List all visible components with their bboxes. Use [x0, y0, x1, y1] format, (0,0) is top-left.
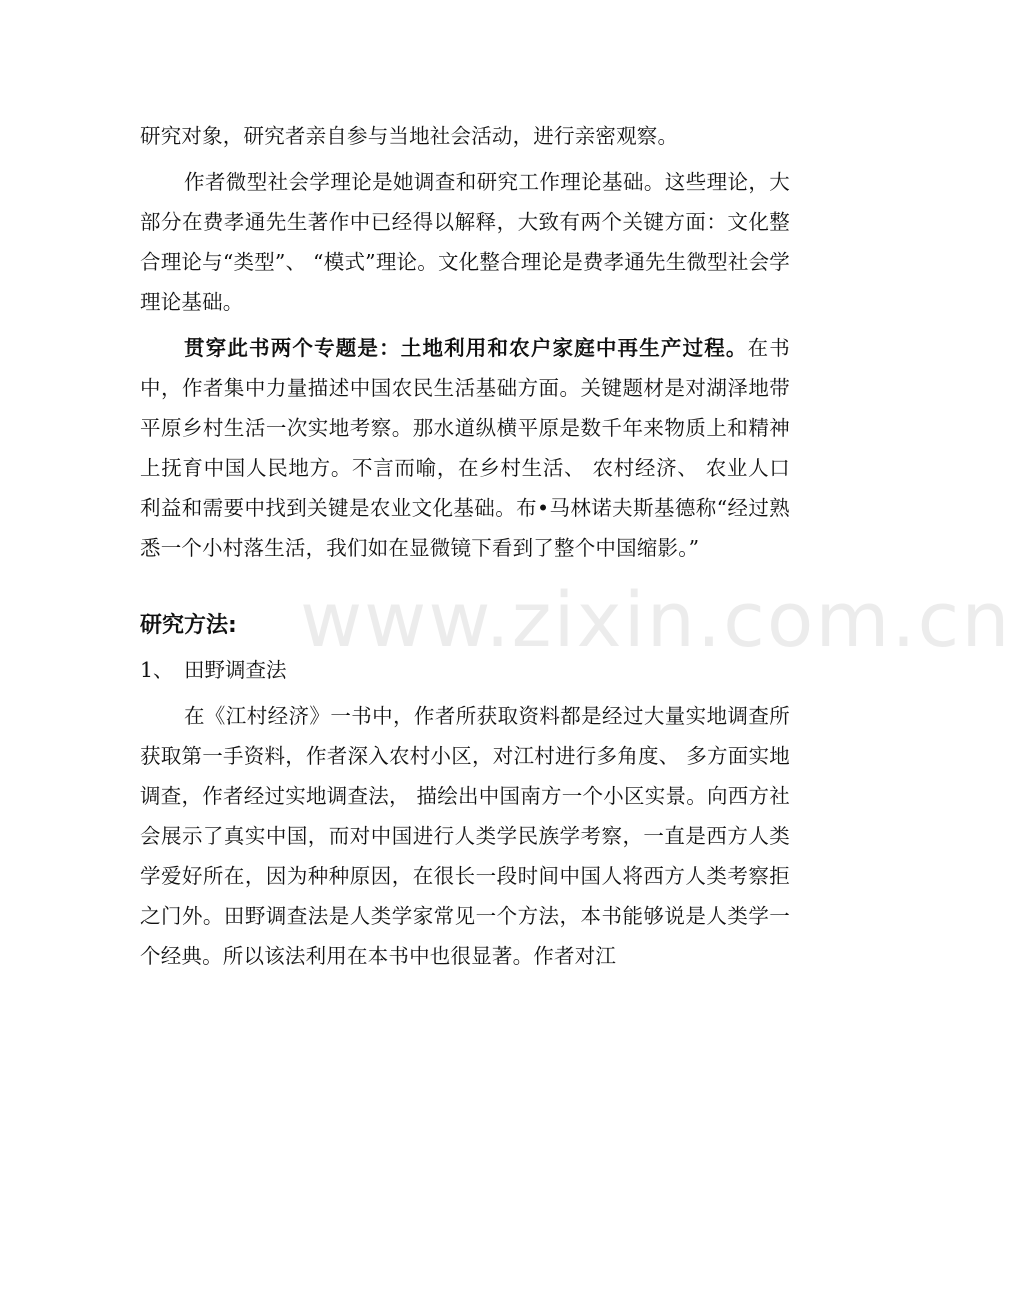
paragraph-4: 在《江村经济》一书中，作者所获取资料都是经过大量实地调查所获取第一手资料，作者深入农村小区，对江村进行多角度、 多方面实地调查，作者经过实地调查法， 描绘出中国南方一个小区实景。向西方社会展示了真实中国，而对中国进行人类学民族学考察，一直是西方人类学爱好所在，因为种种原因，在很长一段时间中国人将西方人类考察拒之门外。田野调查法是人类学家常见一个方法，本书能够说是人类学一个经典。所以该法利用在本书中也很显著。作者对江	[140, 704, 790, 968]
paragraph-2: 作者微型社会学理论是她调查和研究工作理论基础。这些理论，大部分在费孝通先生著作中已经得以解释，大致有两个关键方面：文化整合理论与“类型”、 “模式”理论。文化整合理论是费孝通先生微型社会学理论基础。	[140, 170, 790, 314]
paragraph-3	[140, 328, 790, 568]
list-item-field-research	[140, 650, 790, 690]
paragraph-3-body: 在书中，作者集中力量描述中国农民生活基础方面。关键题材是对湖泽地带平原乡村生活一次实地考察。那水道纵横平原是数千年来物质上和精神上抚育中国人民地方。不言而喻，在乡村生活、 农村经济、 农业人口利益和需要中找到关键是农业文化基础。布•马林诺夫斯基德称“经过熟悉一个小村落生活，我们如在显微镜下看到了整个中国缩影。”	[140, 336, 791, 560]
paragraph-1: 研究对象，研究者亲自参与当地社会活动，进行亲密观察。	[140, 124, 679, 148]
section-heading: 研究方法:	[140, 613, 237, 638]
paragraph-3-bold-lead: 贯穿此书两个专题是：土地利用和农户家庭中再生产过程。	[184, 336, 748, 360]
list-item-title: 田野调查法	[184, 658, 287, 682]
list-item-number: 1、	[140, 658, 174, 682]
watermark-text: www.zixin.com.cn	[300, 575, 1012, 664]
document-page	[140, 116, 790, 976]
